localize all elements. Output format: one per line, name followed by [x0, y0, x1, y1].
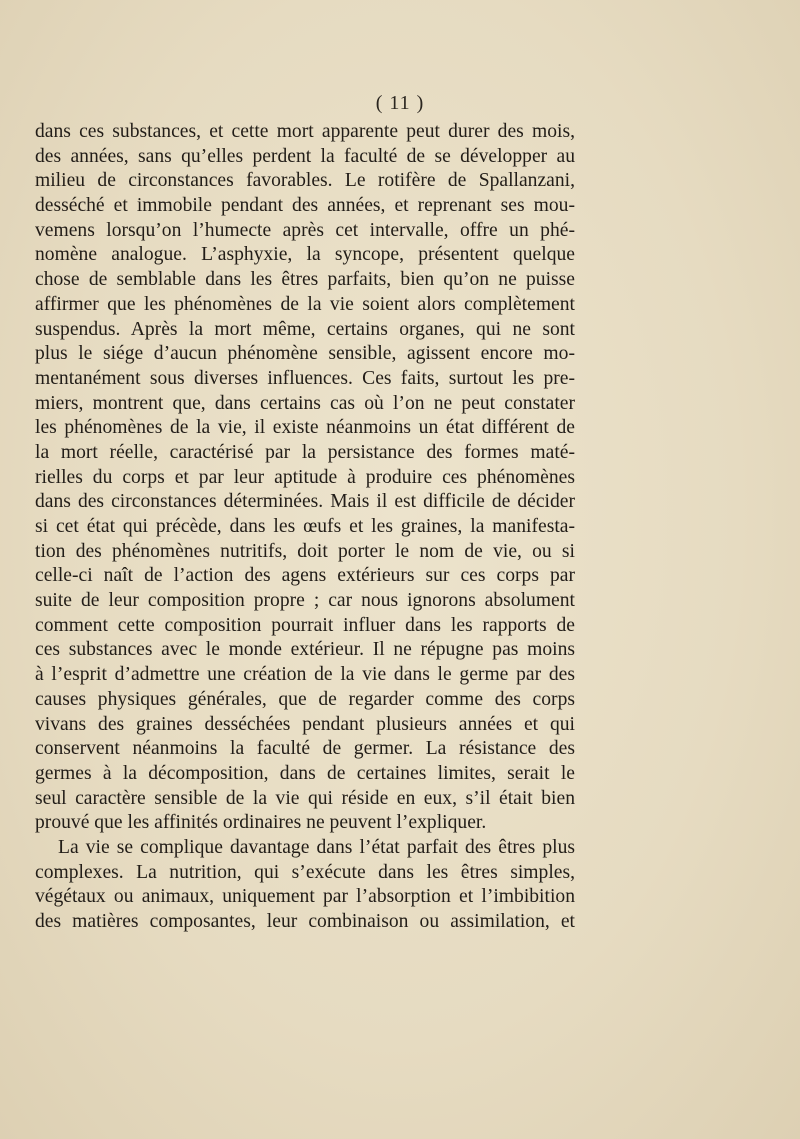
text-line: prouvé que les affinités ordinaires ne peuvent l’expliquer. — [35, 812, 487, 834]
text-line: suite de leur composition propre ; car nous ignorons absolument — [35, 590, 575, 612]
text-line: chose de semblable dans les êtres parfaits, bien qu’on ne puisse — [35, 269, 575, 291]
text-line: conservent néanmoins la faculté de germer. La résistance des — [35, 738, 575, 760]
text-line: ces substances avec le monde extérieur. Il ne répugne pas moins — [35, 639, 575, 661]
text-line: celle-ci naît de l’action des agens extérieurs sur ces corps par — [35, 565, 575, 587]
text-line: comment cette composition pourrait influer dans les rapports de — [35, 614, 575, 636]
text-line: rielles du corps et par leur aptitude à produire ces phénomènes — [35, 466, 575, 488]
text-line: à l’esprit d’admettre une création de la vie dans le germe par des — [35, 664, 575, 686]
text-line: affirmer que les phénomènes de la vie soient alors complètement — [35, 293, 575, 315]
text-line: milieu de circonstances favorables. Le rotifère de Spallanzani, — [35, 170, 575, 192]
text-line: mentanément sous diverses influences. Ces faits, surtout les pre- — [35, 367, 575, 389]
text-line: dans ces substances, et cette mort apparente peut durer des mois, — [35, 121, 575, 142]
text-line: vivans des graines desséchées pendant plusieurs années et qui — [35, 713, 575, 735]
text-line: végétaux ou animaux, uniquement par l’absorption et l’imbibition — [35, 886, 575, 908]
text-line: des années, sans qu’elles perdent la faculté de se développer au — [35, 145, 575, 167]
text-line: causes physiques générales, que de regarder comme des corps — [35, 688, 575, 710]
text-line: germes à la décomposition, dans de certaines limites, serait le — [35, 762, 575, 784]
text-line: tion des phénomènes nutritifs, doit porter le nom de vie, ou si — [35, 540, 575, 562]
page-number: ( 11 ) — [375, 92, 425, 114]
text-line: La vie se complique davantage dans l’état parfait des êtres plus — [58, 836, 575, 858]
text-line: les phénomènes de la vie, il existe néanmoins un état différent de — [35, 417, 575, 439]
text-line: desséché et immobile pendant des années, et reprenant ses mou- — [35, 195, 575, 217]
text-line: vemens lorsqu’on l’humecte après cet intervalle, offre un phé- — [35, 219, 575, 241]
text-line: si cet état qui précède, dans les œufs et les graines, la manifesta- — [35, 516, 575, 537]
text-line: suspendus. Après la mort même, certains organes, qui ne sont — [35, 318, 575, 340]
text-line: la mort réelle, caractérisé par la persistance des formes maté- — [35, 441, 575, 463]
text-line: complexes. La nutrition, qui s’exécute dans les êtres simples, — [35, 861, 575, 883]
text-line: seul caractère sensible de la vie qui réside en eux, s’il était bien — [35, 787, 575, 809]
text-line: nomène analogue. L’asphyxie, la syncope, présentent quelque — [35, 244, 575, 266]
body-text — [35, 120, 575, 935]
text-line: dans des circonstances déterminées. Mais il est difficile de décider — [35, 491, 575, 513]
text-line: plus le siége d’aucun phénomène sensible, agissent encore mo- — [35, 343, 575, 365]
text-line: miers, montrent que, dans certains cas où l’on ne peut constater — [35, 392, 575, 414]
text-line: des matières composantes, leur combinaison ou assimilation, et — [35, 911, 575, 932]
